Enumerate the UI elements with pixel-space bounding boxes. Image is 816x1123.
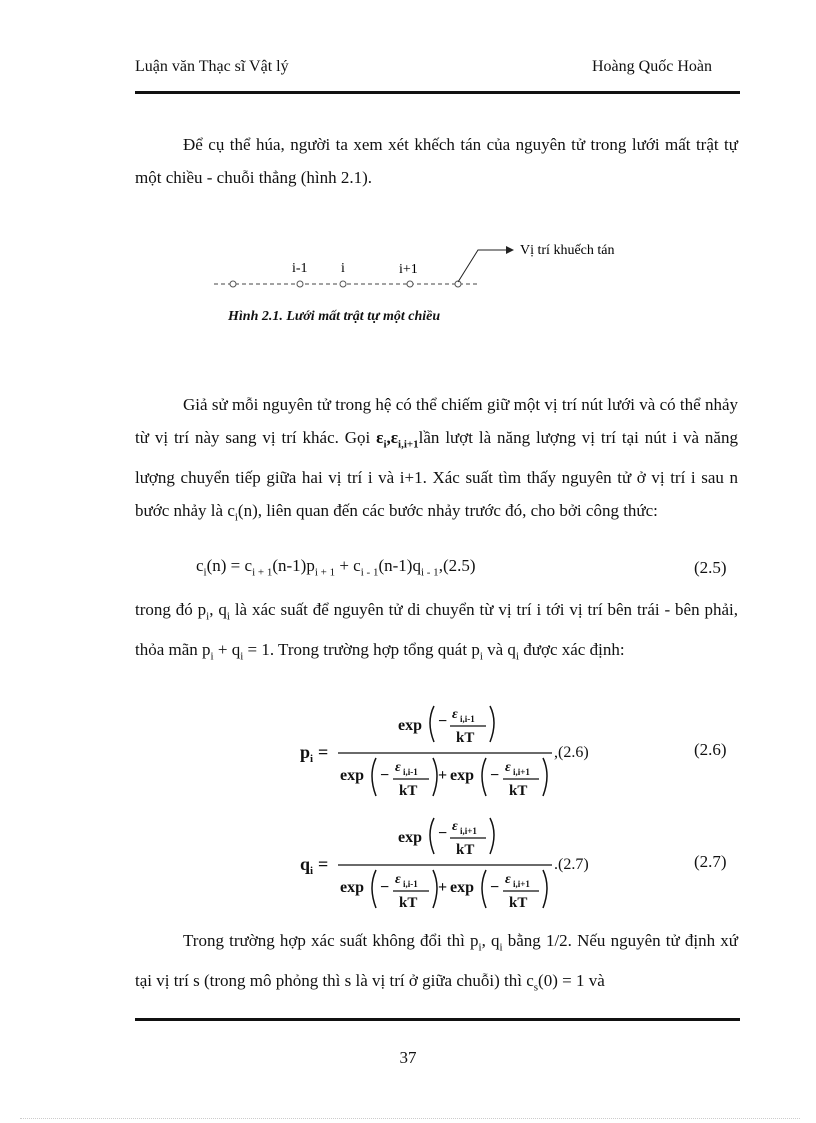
svg-text:ε: ε: [505, 872, 511, 887]
svg-text:i,i+1: i,i+1: [513, 767, 530, 777]
paragraph-probabilities: trong đó $p_i$, $q_i$ là xác suất để nguyên tử di chuyển từ vị trí i tới vị trí bên trái - bên phải, thỏa mãn $p_i + q_i = 1$. Trong trường hợp tổng quát $p_i$ và $q_i$ được xác định:: [135, 600, 738, 663]
svg-text:q: q: [300, 854, 311, 874]
svg-text:exp: exp: [450, 879, 474, 896]
header-left: Luận văn Thạc sĩ Vật lý: [135, 58, 289, 75]
svg-text:−: −: [490, 767, 500, 784]
header-right: Hoàng Quốc Hoàn: [592, 58, 712, 75]
svg-text:.(2.7): .(2.7): [554, 856, 589, 873]
page-edge-divider: [20, 1118, 800, 1119]
svg-text:exp: exp: [450, 767, 474, 784]
page-number: 37: [399, 1048, 417, 1067]
svg-text:−: −: [380, 767, 390, 784]
svg-text:−: −: [380, 879, 390, 896]
svg-text:i,i+1: i,i+1: [460, 826, 477, 836]
site-label-i-plus-1: i+1: [399, 262, 418, 277]
svg-text:,(2.6): ,(2.6): [554, 744, 589, 761]
diffusion-site-label: Vị trí khuếch tán: [520, 243, 615, 258]
svg-text:exp: exp: [340, 767, 364, 784]
svg-text:i,i-1: i,i-1: [403, 767, 418, 777]
svg-text:kT: kT: [399, 783, 418, 799]
svg-text:ε: ε: [452, 819, 458, 834]
paragraph-intro-text: Để cụ thể húa, người ta xem xét khếch tán của nguyên tử trong lưới mất trật tự một chiều - chuỗi thẳng (hình 2.1).: [135, 135, 738, 187]
svg-text:ε: ε: [452, 707, 458, 722]
equation-number-2-5: (2.5): [694, 558, 727, 577]
lattice-site: [407, 281, 413, 287]
svg-text:exp: exp: [398, 829, 422, 846]
svg-text:ε: ε: [395, 872, 401, 887]
arrow-head-icon: [506, 246, 514, 254]
lattice-site: [230, 281, 236, 287]
svg-text:kT: kT: [509, 783, 528, 799]
svg-text:i: i: [310, 865, 314, 877]
equation-number-2-7: (2.7): [694, 852, 727, 871]
svg-text:i,i+1: i,i+1: [513, 879, 530, 889]
svg-text:ε: ε: [395, 760, 401, 775]
figure-caption: Hình 2.1. Lưới mất trật tự một chiều: [228, 309, 441, 324]
svg-text:ε: ε: [505, 760, 511, 775]
lattice-site: [297, 281, 303, 287]
svg-text:kT: kT: [509, 895, 528, 911]
epsilon-symbol: $\varepsilon_i,\varepsilon_{i,i+1}$: [376, 428, 419, 451]
svg-text:exp: exp: [398, 717, 422, 734]
equation-2-5: $c_i(n) = c_{i + 1}(n-1)p_{i + 1} + c_{i - 1}(n-1)q_{i - 1},(2.5)$: [196, 556, 476, 579]
diffusion-arrow: [458, 250, 506, 282]
svg-text:exp: exp: [340, 879, 364, 896]
svg-text:=: =: [318, 742, 329, 762]
paragraph-model: Giả sử mỗi nguyên tử trong hệ có thể chiếm giữ một vị trí nút lưới và có thể nhảy từ vị trí này sang vị trí khác. Gọi $\varepsilon_i,\varepsilon_{i,i+1}lần$ lượt là năng lượng vị trí tại nút i và năng lượng chuyển tiếp giữa hai vị trí i và i+1. Xác suất tìm thấy nguyên tử ở vị trí i sau n bước nhảy là $c_i(n)$, liên quan đến các bước nhảy trước đó, cho bởi công thức:: [135, 395, 738, 524]
lattice-site: [340, 281, 346, 287]
paragraph-intro: [135, 128, 738, 194]
site-label-i-minus-1: i-1: [292, 261, 308, 276]
svg-text:−: −: [438, 825, 448, 842]
equation-2-6: [300, 700, 620, 802]
paragraph-constant-probability: Trong trường hợp xác suất không đổi thì $p_i$, $q_i$ bằng 1/2. Nếu nguyên tử định xứ tại vị trí s (trong mô phỏng thì s là vị trí ở giữa chuỗi) thì $c_s(0) = 1$ và: [135, 931, 738, 994]
svg-text:+: +: [438, 879, 448, 896]
equation-number-2-6: (2.6): [694, 740, 727, 759]
footer-rule: [135, 1018, 740, 1021]
site-label-i: i: [341, 261, 345, 276]
svg-text:kT: kT: [456, 730, 475, 746]
svg-text:i,i-1: i,i-1: [460, 714, 475, 724]
equation-2-7: [300, 812, 620, 914]
svg-text:−: −: [438, 713, 448, 730]
svg-text:=: =: [318, 854, 329, 874]
svg-text:kT: kT: [399, 895, 418, 911]
header-rule: [135, 91, 740, 94]
svg-text:p: p: [300, 742, 311, 762]
svg-text:kT: kT: [456, 842, 475, 858]
svg-text:i: i: [310, 753, 314, 765]
svg-text:i,i-1: i,i-1: [403, 879, 418, 889]
svg-text:+: +: [438, 767, 448, 784]
lattice-figure: [200, 236, 660, 306]
svg-text:−: −: [490, 879, 500, 896]
